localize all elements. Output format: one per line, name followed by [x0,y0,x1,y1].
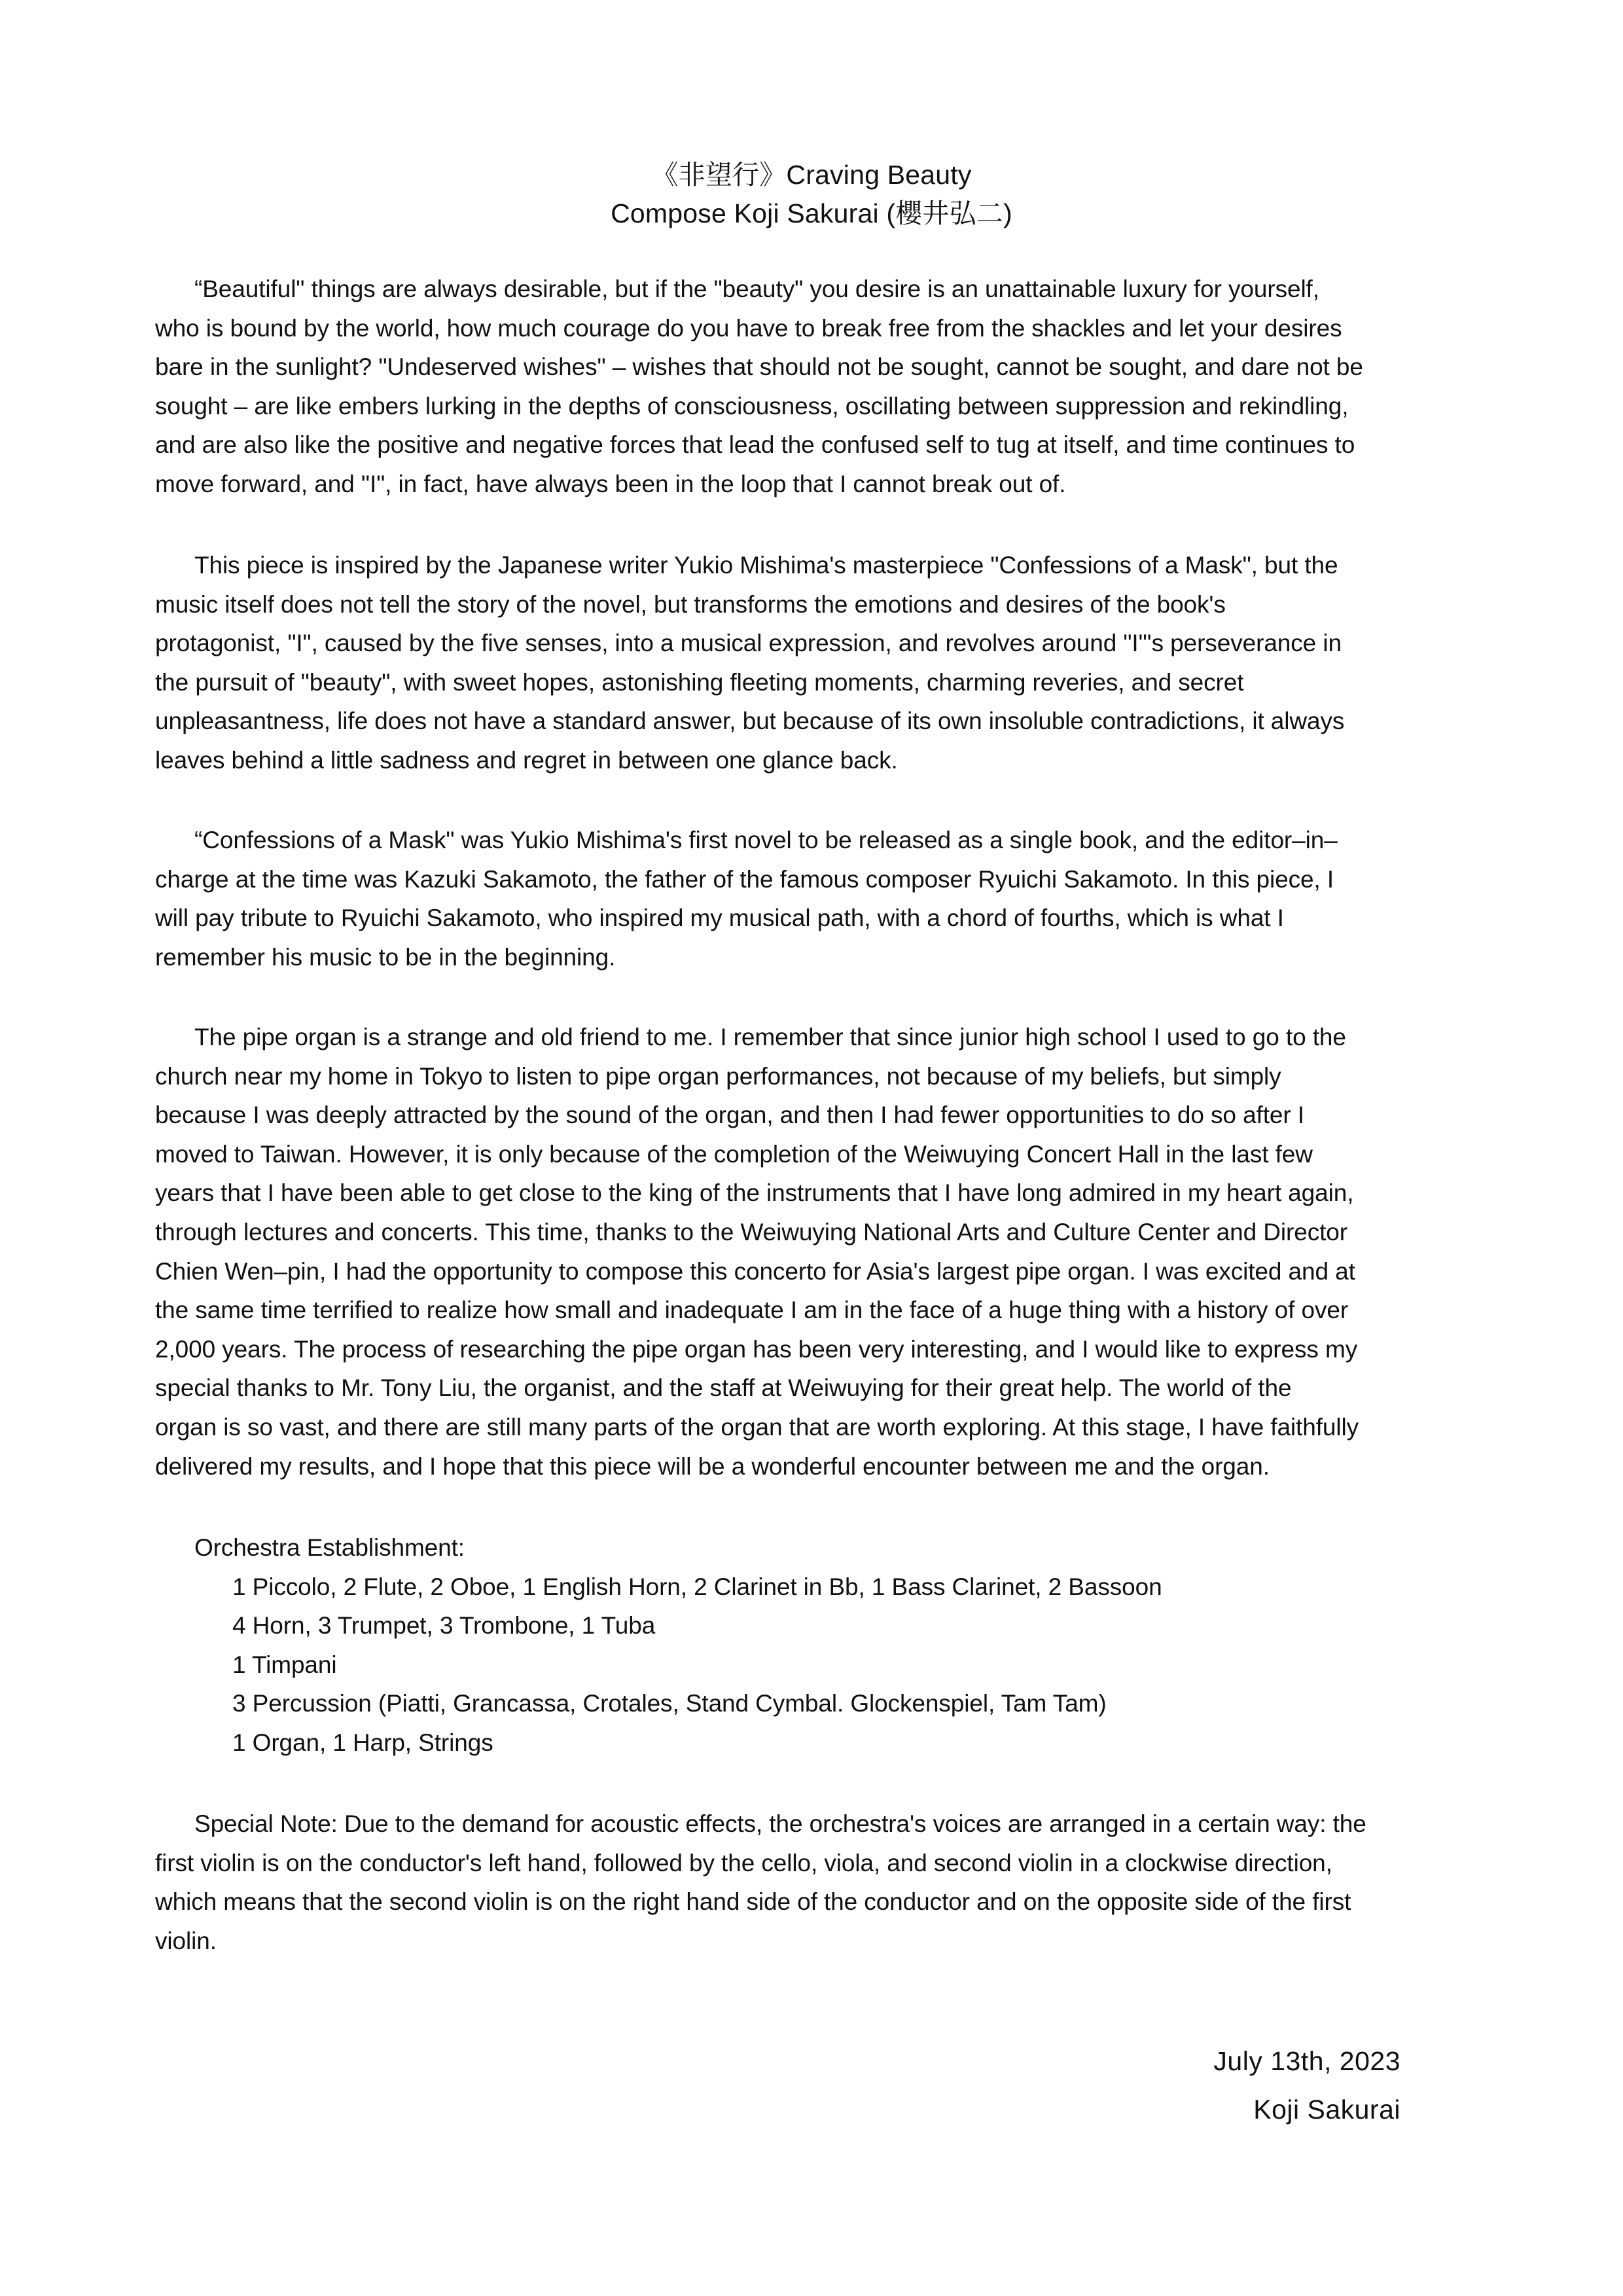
paragraph-line: bare in the sunlight? "Undeserved wishes" – wishes that should not be sought, cannot be sought, and dare not be [155,353,1363,381]
paragraph-line: music itself does not tell the story of the novel, but transforms the emotions and desires of the book's [155,590,1226,618]
paragraph-line: organ is so vast, and there are still many parts of the organ that are worth exploring. At this stage, I have faithfully [155,1413,1359,1441]
paragraph-intro [155,270,1484,504]
paragraph-line: remember his music to be in the beginning. [155,943,616,971]
paragraph-line: move forward, and "I", in fact, have always been in the loop that I cannot break out of. [155,470,1066,497]
paragraph-line: violin. [155,1927,217,1954]
orchestra-establishment [155,1528,1484,1763]
paragraph-line: “Beautiful" things are always desirable, but if the "beauty" you desire is an unattainable luxury for yourself, [194,276,1319,302]
paragraph-line: The pipe organ is a strange and old friend to me. I remember that since junior high school I used to go to the [194,1024,1346,1050]
paragraph-line: charge at the time was Kazuki Sakamoto, the father of the famous composer Ryuichi Sakamoto. In this piece, I [155,865,1334,893]
paragraph-line: leaves behind a little sadness and regret in between one glance back. [155,746,898,774]
composer-credit: Compose Koji Sakurai (櫻井弘二) [611,198,1012,228]
paragraph-line: This piece is inspired by the Japanese writer Yukio Mishima's masterpiece "Confessions of a Mask", but the [194,552,1338,579]
paragraph-line: and are also like the positive and negative forces that lead the confused self to tug at itself, and time continues to [155,431,1355,459]
paragraph-tribute [155,821,1484,977]
paragraph-line: who is bound by the world, how much courage do you have to break free from the shackles and let your desires [155,314,1342,342]
paragraph-line: “Confessions of a Mask" was Yukio Mishima's first novel to be released as a single book, and the editor–in– [194,827,1338,853]
paragraph-line: through lectures and concerts. This time, thanks to the Weiwuying National Arts and Culture Center and Director [155,1218,1348,1246]
paragraph-line: unpleasantness, life does not have a standard answer, but because of its own insoluble contradictions, it always [155,708,1345,735]
paragraph-special-note [155,1804,1484,1960]
paragraph-inspiration [155,546,1484,780]
orchestra-item-brass: 4 Horn, 3 Trumpet, 3 Trombone, 1 Tuba [232,1612,656,1640]
paragraph-line: church near my home in Tokyo to listen to pipe organ performances, not because of my beliefs, but simply [155,1062,1281,1090]
orchestra-item-percussion: 3 Percussion (Piatti, Grancassa, Crotales, Stand Cymbal. Glockenspiel, Tam Tam) [232,1690,1107,1717]
paragraph-line: first violin is on the conductor's left hand, followed by the cello, viola, and second violin in a clockwise direction, [155,1849,1332,1876]
paragraph-line: which means that the second violin is on the right hand side of the conductor and on the opposite side of the first [155,1888,1351,1916]
piece-title: 《非望行》Craving Beauty [651,160,972,190]
paragraph-line: the pursuit of "beauty", with sweet hopes, astonishing fleeting moments, charming reveries, and secret [155,668,1244,696]
paragraph-line: because I was deeply attracted by the sound of the organ, and then I had fewer opportunities to do so after I [155,1102,1304,1129]
paragraph-line: protagonist, "I", caused by the five senses, into a musical expression, and revolves around "I"'s perseverance in [155,630,1342,657]
title-block [0,156,1623,233]
paragraph-line: 2,000 years. The process of researching the pipe organ has been very interesting, and I would like to express my [155,1335,1358,1363]
paragraph-line: moved to Taiwan. However, it is only because of the completion of the Weiwuying Concert Hall in the last few [155,1140,1313,1168]
paragraph-line: years that I have been able to get close to the king of the instruments that I have long admired in my heart again, [155,1179,1354,1207]
signature-name: Koji Sakurai [1253,2094,1400,2125]
signature-date: July 13th, 2023 [1213,2046,1400,2076]
orchestra-item-woodwinds: 1 Piccolo, 2 Flute, 2 Oboe, 1 English Horn, 2 Clarinet in Bb, 1 Bass Clarinet, 2 Bassoon [232,1573,1162,1600]
paragraph-line: delivered my results, and I hope that this piece will be a wonderful encounter between me and the organ. [155,1452,1270,1480]
paragraph-organ [155,1018,1484,1486]
paragraph-line: will pay tribute to Ryuichi Sakamoto, who inspired my musical path, with a chord of fourths, which is what I [155,905,1284,932]
paragraph-line: the same time terrified to realize how small and inadequate I am in the face of a huge thing with a history of over [155,1297,1349,1324]
paragraph-line: Special Note: Due to the demand for acoustic effects, the orchestra's voices are arranged in a certain way: the [194,1810,1366,1837]
orchestra-heading: Orchestra Establishment: [194,1534,465,1561]
paragraph-line: special thanks to Mr. Tony Liu, the organist, and the staff at Weiwuying for their great help. The world of the [155,1374,1292,1402]
paragraph-line: sought – are like embers lurking in the depths of consciousness, oscillating between suppression and rekindling, [155,392,1349,420]
orchestra-item-organ-harp-strings: 1 Organ, 1 Harp, Strings [232,1729,493,1756]
orchestra-item-timpani: 1 Timpani [232,1651,337,1678]
signature-block [1213,2037,1400,2134]
paragraph-line: Chien Wen–pin, I had the opportunity to compose this concerto for Asia's largest pipe organ. I was excited and at [155,1257,1355,1285]
